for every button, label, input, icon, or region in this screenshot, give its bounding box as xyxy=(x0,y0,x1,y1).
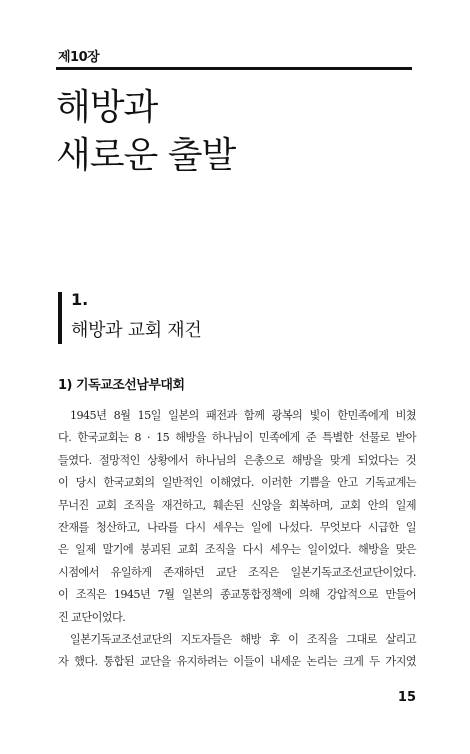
chapter-title xyxy=(56,84,235,180)
chapter-label: 제10장 xyxy=(58,50,100,65)
subsection-title: 1) 기독교조선남부대회 xyxy=(58,378,185,393)
body-line: 시점에서 유일하게 존재하던 교단 조직은 일본기독교조선교단이었다. xyxy=(58,565,416,579)
page-number: 15 xyxy=(397,690,416,705)
body-line: 이 조직은 1945년 7월 일본의 종교통합정책에 의해 강압적으로 만들어 xyxy=(58,588,416,602)
section-title: 해방과 교회 재건 xyxy=(71,320,202,341)
chapter-title-line-1: 해방과 xyxy=(56,87,158,128)
top-rule xyxy=(56,67,412,70)
body-line: 이 당시 한국교회의 일반적인 이해였다. 이러한 기쁨을 안고 기독교계는 xyxy=(58,476,416,490)
body-line: 자 했다. 통합된 교단을 유지하려는 이들이 내세운 논리는 크게 두 가지였 xyxy=(58,655,416,669)
body-line: 들였다. 절망적인 상황에서 하나님의 은총으로 해방을 맞게 되었다는 것 xyxy=(58,453,416,467)
body-line: 일본기독교조선교단의 지도자들은 해방 후 이 조직을 그대로 살리고 xyxy=(70,632,416,646)
body-line: 진 교단이었다. xyxy=(58,610,126,624)
chapter-title-line-2: 새로운 출발 xyxy=(56,135,236,176)
section-bar xyxy=(58,292,62,344)
body-text xyxy=(58,405,416,674)
body-line: 은 일제 말기에 붕괴된 교회 조직을 다시 세우는 일이었다. 해방을 맞은 xyxy=(58,543,416,557)
body-line: 무너진 교회 조직을 재건하고, 훼손된 신앙을 회복하며, 교회 안의 일제 xyxy=(58,498,416,512)
body-line: 다. 한국교회는 8 · 15 해방을 하나님이 민족에게 준 특별한 선물로 받아 xyxy=(58,431,416,445)
section-number: 1. xyxy=(71,290,89,309)
body-line: 잔재를 청산하고, 나라를 다시 세우는 일에 나섰다. 무엇보다 시급한 일 xyxy=(58,520,416,534)
body-line: 1945년 8월 15일 일본의 패전과 함께 광복의 빛이 한민족에게 비쳤 xyxy=(70,409,416,422)
